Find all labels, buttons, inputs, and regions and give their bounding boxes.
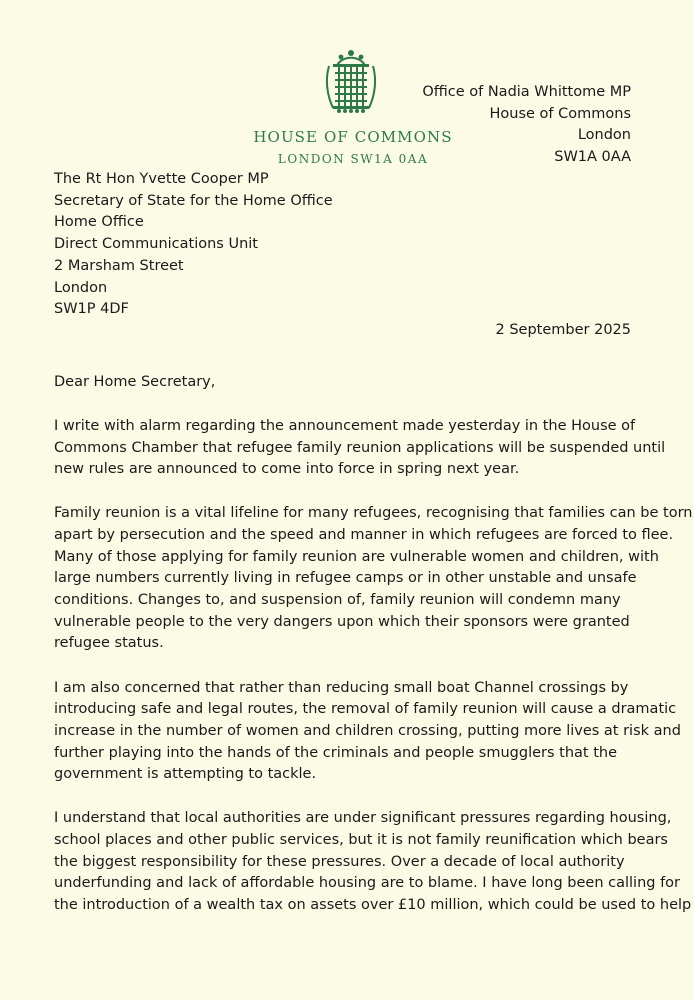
sender-address [422, 82, 631, 168]
sender-line: Office of Nadia Whittome MP [422, 84, 631, 100]
body-paragraph [54, 808, 692, 916]
paragraph-line: underfunding and lack of affordable housing are to blame. I have long been calling for [54, 875, 681, 892]
sender-line: London [577, 127, 631, 144]
salutation: Dear Home Secretary, [54, 374, 216, 390]
sender-line: House of Commons [489, 105, 631, 122]
portcullis-crest-icon [321, 48, 381, 114]
recipient-line: 2 Marsham Street [54, 257, 184, 274]
paragraph-line: large numbers currently living in refugee camps or in other unstable and unsafe [54, 570, 637, 587]
recipient-line: Secretary of State for the Home Office [54, 192, 333, 209]
paragraph-line: I am also concerned that rather than reducing small boat Channel crossings by [54, 679, 629, 696]
body-paragraph [54, 678, 681, 786]
paragraph-line: Family reunion is a vital lifeline for many refugees, recognising that families can be torn [54, 505, 693, 522]
body-paragraph [54, 503, 693, 655]
recipient-line: Home Office [54, 214, 144, 231]
paragraph-line: I understand that local authorities are under significant pressures regarding housing, [54, 810, 672, 827]
paragraph-line: introducing safe and legal routes, the removal of family reunion will cause a dramatic [54, 701, 677, 718]
paragraph-line: the introduction of a wealth tax on assets over £10 million, which could be used to help [54, 896, 692, 913]
body-paragraph [54, 416, 666, 481]
paragraph-line: government is attempting to tackle. [54, 766, 317, 783]
paragraph-line: conditions. Changes to, and suspension of, family reunion will condemn many [54, 592, 621, 609]
paragraph-line: further playing into the hands of the criminals and people smugglers that the [54, 744, 618, 761]
recipient-line: London [54, 279, 108, 296]
paragraph-line: new rules are announced to come into force in spring next year. [54, 461, 520, 478]
recipient-line: SW1P 4DF [54, 301, 129, 318]
paragraph-line: the biggest responsibility for these pressures. Over a decade of local authority [54, 853, 625, 870]
recipient-address [54, 169, 333, 321]
letter-body [54, 416, 693, 939]
paragraph-line: Many of those applying for family reunion are vulnerable women and children, with [54, 548, 659, 565]
letterhead-subtitle: LONDON SW1A 0AA [277, 152, 429, 166]
letter-date: 2 September 2025 [495, 322, 631, 338]
paragraph-line: refugee status. [54, 635, 164, 652]
paragraph-line: increase in the number of women and children crossing, putting more lives at risk and [54, 722, 681, 739]
sender-line: SW1A 0AA [554, 148, 631, 165]
paragraph-line: school places and other public services, but it is not family reunification which bears [54, 832, 668, 848]
recipient-line: The Rt Hon Yvette Cooper MP [54, 171, 269, 187]
paragraph-line: apart by persecution and the speed and manner in which refugees are forced to flee. [54, 527, 674, 544]
letterhead-title: HOUSE OF COMMONS [253, 128, 453, 146]
recipient-line: Direct Communications Unit [54, 236, 258, 253]
paragraph-line: Commons Chamber that refugee family reunion applications will be suspended until [54, 439, 666, 456]
paragraph-line: vulnerable people to the very dangers upon which their sponsors were granted [54, 613, 630, 630]
paragraph-line: I write with alarm regarding the announcement made yesterday in the House of [54, 418, 636, 434]
